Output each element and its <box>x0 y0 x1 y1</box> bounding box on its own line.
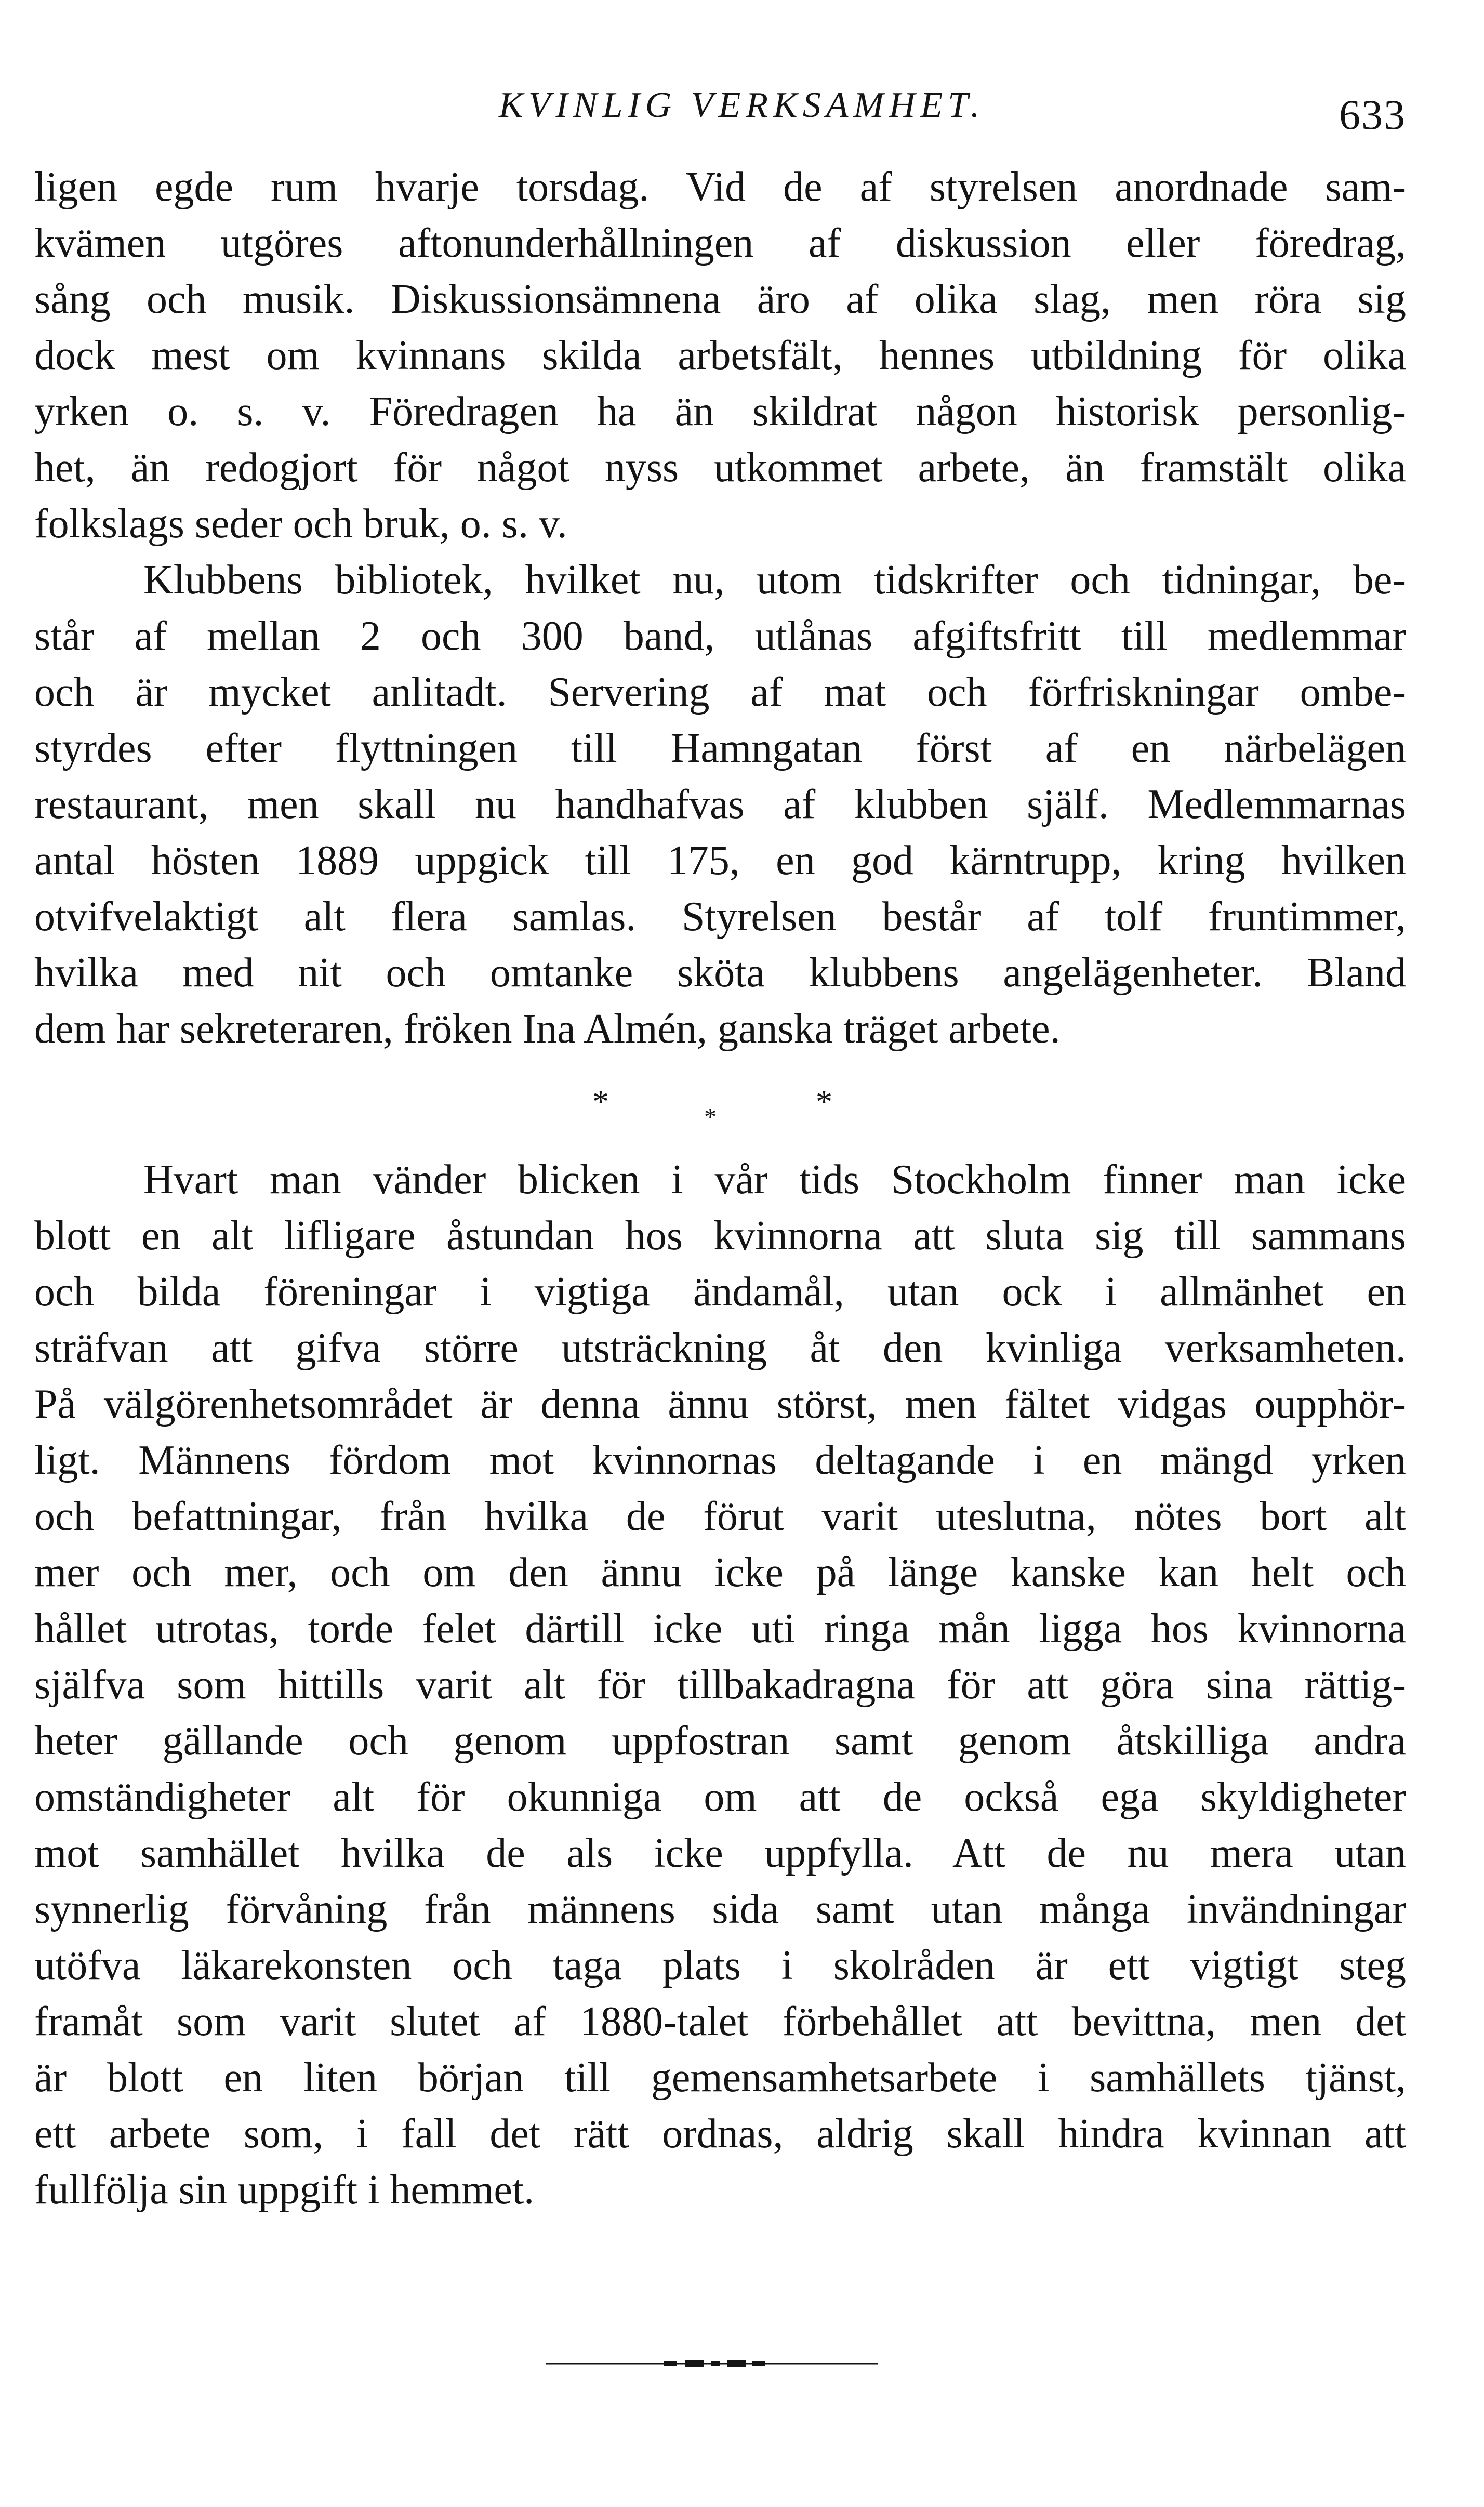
text-line: ligen egde rum hvarje torsdag. Vid de af styrelsen anordnade sam- <box>34 164 1406 210</box>
text-line: kvämen utgöres aftonunderhållningen af diskussion eller föredrag, <box>34 220 1406 266</box>
text-line: mer och mer, och om den ännu icke på länge kanske kan helt och <box>34 1550 1406 1595</box>
text-block-bottom <box>34 1152 1406 2218</box>
text-line: själfva som hittills varit alt för tillbakadragna för att göra sina rättig- <box>34 1662 1406 1708</box>
text-line: blott en alt lifligare åstundan hos kvinnorna att sluta sig till sammans <box>34 1213 1406 1259</box>
section-separator <box>592 1085 863 1137</box>
text-line: På välgörenhetsområdet är denna ännu störst, men fältet vidgas oupphör- <box>34 1381 1406 1427</box>
text-line: och är mycket anlitadt. Servering af mat och förfriskningar ombe- <box>34 669 1406 715</box>
text-line: Klubbens bibliotek, hvilket nu, utom tidskrifter och tidningar, be- <box>143 557 1406 603</box>
text-line: står af mellan 2 och 300 band, utlånas afgiftsfritt till medlemmar <box>34 613 1406 659</box>
text-line: dem har sekreteraren, fröken Ina Almén, ganska träget arbete. <box>34 1006 1061 1052</box>
text-line: restaurant, men skall nu handhafvas af klubben själf. Medlemmarnas <box>34 782 1406 827</box>
text-line: omständigheter alt för okunniga om att de också ega skyldigheter <box>34 1774 1406 1820</box>
text-line: otvifvelaktigt alt flera samlas. Styrelsen består af tolf fruntimmer, <box>34 894 1406 940</box>
text-line: sträfvan att gifva större utsträckning åt den kvinliga verksamheten. <box>34 1325 1406 1371</box>
text-line: antal hösten 1889 uppgick till 175, en god kärntrupp, kring hvilken <box>34 838 1406 883</box>
end-ornament-rule <box>546 2353 878 2374</box>
text-line: mot samhället hvilka de als icke uppfylla. Att de nu mera utan <box>34 1830 1406 1876</box>
text-line: sång och musik. Diskussionsämnena äro af olika slag, men röra sig <box>34 276 1406 322</box>
text-line: heter gällande och genom uppfostran samt genom åtskilliga andra <box>34 1718 1406 1764</box>
text-line: styrdes efter flyttningen till Hamngatan först af en närbelägen <box>34 725 1406 771</box>
text-line: dock mest om kvinnans skilda arbetsfält, hennes utbildning för olika <box>34 333 1406 378</box>
text-line: hvilka med nit och omtanke sköta klubbens angelägenheter. Bland <box>34 950 1406 996</box>
text-line: och bilda föreningar i vigtiga ändamål, utan ock i allmänhet en <box>34 1269 1406 1315</box>
text-line: är blott en liten början till gemensamhetsarbete i samhällets tjänst, <box>34 2055 1406 2101</box>
text-line: utöfva läkarekonsten och taga plats i skolråden är ett vigtigt steg <box>34 1943 1406 1988</box>
separator-asterisk: * <box>592 1083 609 1120</box>
text-line: synnerlig förvåning från männens sida samt utan många invändningar <box>34 1886 1406 1932</box>
text-line: hållet utrotas, torde felet därtill icke uti ringa mån ligga hos kvinnorna <box>34 1606 1406 1652</box>
text-line: framåt som varit slutet af 1880-talet förbehållet att bevittna, men det <box>34 1999 1406 2044</box>
text-line: Hvart man vänder blicken i vår tids Stockholm finner man icke <box>143 1157 1406 1203</box>
text-line: ett arbete som, i fall det rätt ordnas, aldrig skall hindra kvinnan att <box>34 2111 1406 2157</box>
separator-asterisk: * <box>816 1083 832 1120</box>
text-block-top <box>34 159 1406 1057</box>
text-line: het, än redogjort för något nyss utkommet arbete, än framstält olika <box>34 445 1406 491</box>
page-number: 633 <box>1339 91 1406 138</box>
text-line: yrken o. s. v. Föredragen ha än skildrat någon historisk personlig- <box>34 389 1406 434</box>
separator-asterisk: * <box>704 1103 717 1131</box>
text-line: och befattningar, från hvilka de förut varit uteslutna, nötes bort alt <box>34 1494 1406 1539</box>
running-header: KVINLIG VERKSAMHET. <box>499 85 985 125</box>
text-line: folkslags seder och bruk, o. s. v. <box>34 501 567 547</box>
text-line: ligt. Männens fördom mot kvinnornas deltagande i en mängd yrken <box>34 1437 1406 1483</box>
text-line: fullfölja sin uppgift i hemmet. <box>34 2167 535 2213</box>
